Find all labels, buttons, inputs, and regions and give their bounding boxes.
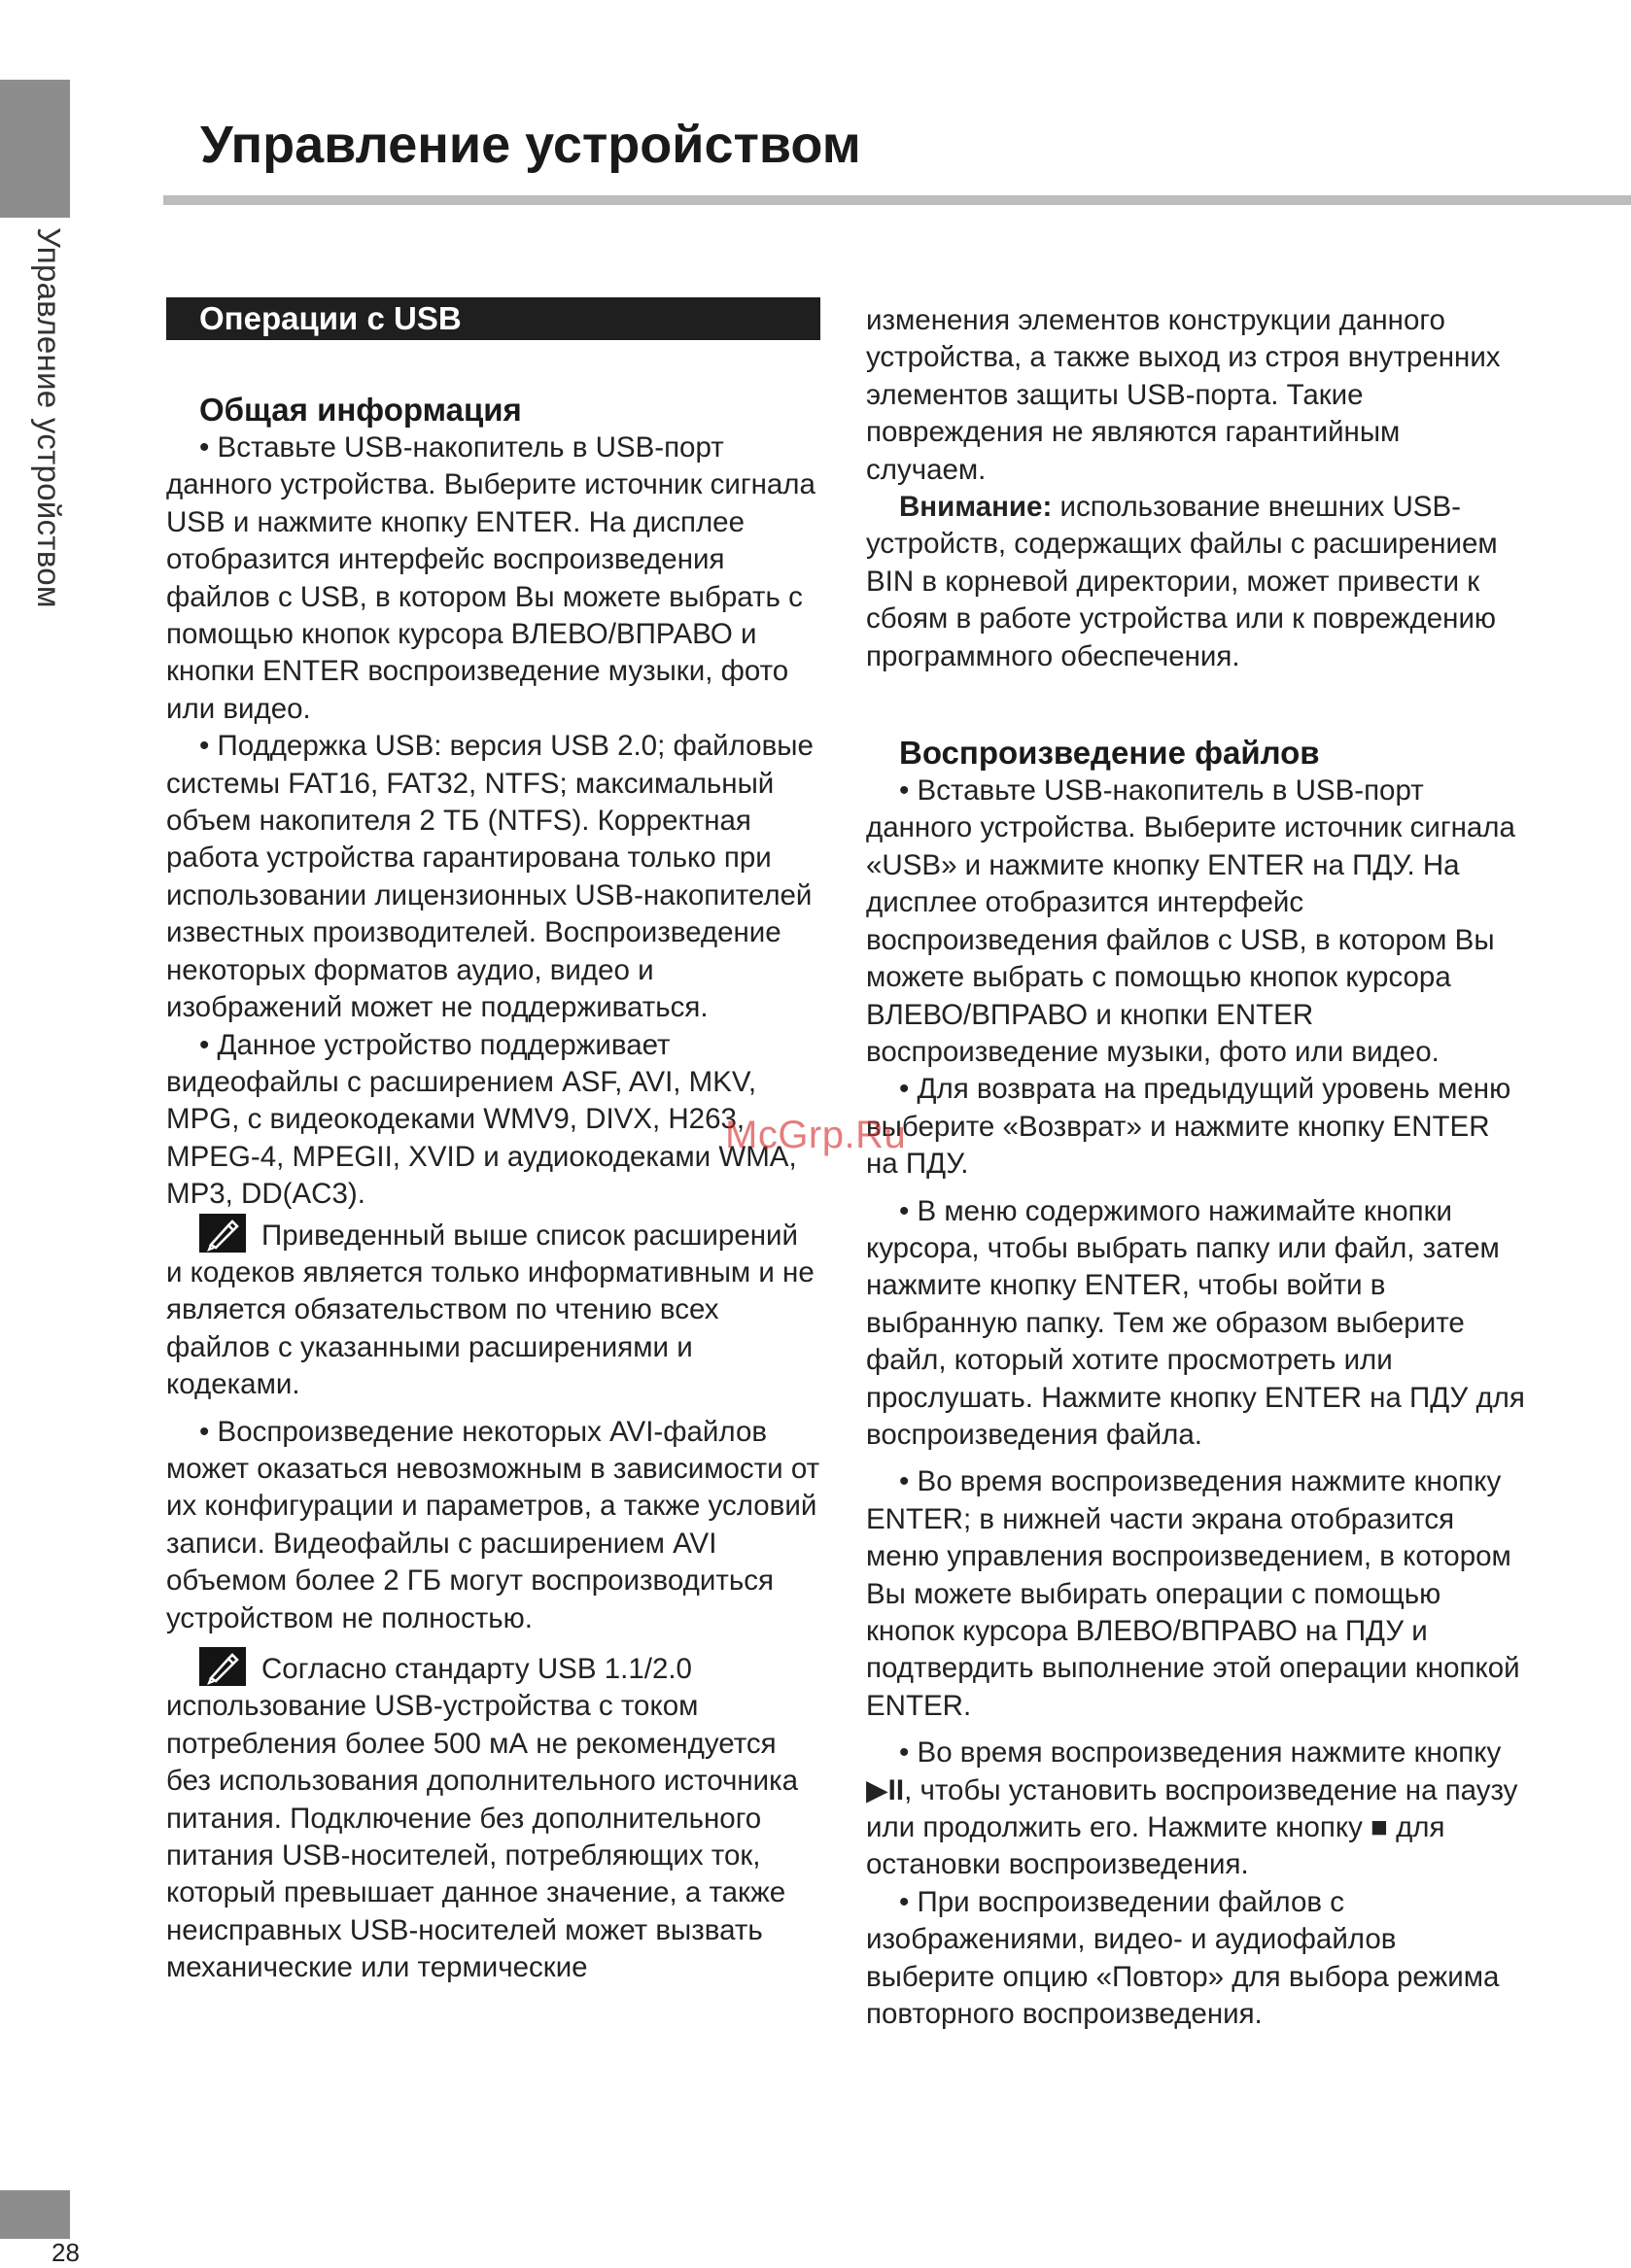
note-text: Согласно стандарту USB 1.1/2.0 использование USB-устройства с током потребления более 500 мА не рекомендуется без использования дополнительного источника питания. Подключение без дополнительного питания USB-носителей, потребляющих ток, который превышает данное значение, а также неисправных USB-носителей может вызвать механические или термические xyxy=(166,1653,799,1984)
right-column xyxy=(866,302,1527,2033)
note-pencil-icon xyxy=(199,1214,246,1253)
paragraph-pause-stop xyxy=(866,1735,1527,1884)
paragraph: • Вставьте USB-накопитель в USB-порт данного устройства. Выберите источник сигнала USB и нажмите кнопку ENTER. На дисплее отобразится интерфейс воспроизведения файлов с USB, в котором Вы можете выбрать с помощью кнопок курсора ВЛЕВО/ВПРАВО и кнопки ENTER воспроизведение музыки, фото или видео. xyxy=(166,431,816,725)
left-column xyxy=(166,297,820,1987)
side-section-label: Управление устройством xyxy=(31,227,67,608)
attention-label: Внимание: xyxy=(899,491,1053,524)
play-pause-icon: ▶II xyxy=(866,1773,905,1806)
text-run: • Во время воспроизведения нажмите кнопку xyxy=(899,1736,1502,1770)
paragraph-continuation: изменения элементов конструкции данного устройства, а также выход из строя внутренних элементов защиты USB-порта. Такие повреждения не являются гарантийным случаем. xyxy=(866,304,1501,486)
paragraph: • Во время воспроизведения нажмите кнопку ENTER; в нижней части экрана отобразится меню управления воспроизведением, в котором Вы можете выбирать операции с помощью кнопок курсора ВЛЕВО/ВПРАВО на ПДУ и подтвердить выполнение этой операции кнопкой ENTER. xyxy=(866,1465,1520,1722)
paragraph: • Для возврата на предыдущий уровень меню выберите «Возврат» и нажмите кнопку ENTER на ПДУ. xyxy=(866,1073,1511,1181)
paragraph: • Воспроизведение некоторых AVI-файлов может оказаться невозможным в зависимости от их конфигурации и параметров, а также условий записи. Видеофайлы с расширением AVI объемом более 2 ГБ могут воспроизводиться устройством не полностью. xyxy=(166,1415,820,1634)
note-paragraph xyxy=(166,1214,820,1404)
text-run: , чтобы установить воспроизведение на паузу или продолжить его. Нажмите кнопку xyxy=(866,1773,1518,1844)
paragraph: • Данное устройство поддерживает видеофайлы с расширением ASF, AVI, MKV, MPG, с видеокодеками WMV9, DIVX, H263, MPEG-4, MPEGII, XVID и аудиокодеками WMA, MP3, DD(AC3). xyxy=(166,1028,797,1211)
paragraph: • При воспроизведении файлов с изображениями, видео- и аудиофайлов выберите опцию «Повтор» для выбора режима повторного воспроизведения. xyxy=(866,1885,1500,2031)
watermark: McGrp.Ru xyxy=(725,1114,907,1156)
paragraph: • Поддержка USB: версия USB 2.0; файловые системы FAT16, FAT32, NTFS; максимальный объем накопителя 2 ТБ (NTFS). Корректная работа устройства гарантирована только при использовании лицензионных USB-накопителей известных производителей. Воспроизведение некоторых форматов аудио, видео и изображений может не поддерживаться. xyxy=(166,730,814,1024)
section-header: Операции с USB xyxy=(166,297,820,340)
attention-text: использование внешних USB-устройств, содержащих файлы с расширением BIN в корневой директории, может привести к сбоям в работе устройства или к повреждению программного обеспечения. xyxy=(866,491,1498,672)
subheading-general-info: Общая информация xyxy=(199,392,522,428)
title-rule xyxy=(163,195,1631,205)
note-paragraph xyxy=(166,1647,820,1987)
side-tab-top xyxy=(0,80,70,218)
text-run: для остановки воспроизведения. xyxy=(866,1811,1445,1881)
stop-icon: ■ xyxy=(1371,1811,1388,1844)
paragraph: • В меню содержимого нажимайте кнопки курсора, чтобы выбрать папку или файл, затем нажмите кнопку ENTER, чтобы войти в выбранную папку. Тем же образом выберите файл, который хотите просмотреть или прослушать. Нажмите кнопку ENTER на ПДУ для воспроизведения файла. xyxy=(866,1194,1525,1451)
note-text: Приведенный выше список расширений и кодеков является только информативным и не является обязательством по чтению всех файлов с указанными расширениями и кодеками. xyxy=(166,1219,815,1401)
note-pencil-icon xyxy=(199,1647,246,1686)
attention-paragraph xyxy=(866,489,1527,675)
page-number: 28 xyxy=(52,2238,80,2267)
page-title: Управление устройством xyxy=(200,116,861,174)
subheading-file-playback: Воспроизведение файлов xyxy=(899,735,1320,772)
paragraph: • Вставьте USB-накопитель в USB-порт данного устройства. Выберите источник сигнала «USB» и нажмите кнопку ENTER на ПДУ. На дисплее отобразится интерфейс воспроизведения файлов с USB, в котором Вы можете выбрать с помощью кнопок курсора ВЛЕВО/ВПРАВО и кнопки ENTER воспроизведение музыки, фото или видео. xyxy=(866,774,1515,1068)
side-tab-bottom xyxy=(0,2190,70,2239)
